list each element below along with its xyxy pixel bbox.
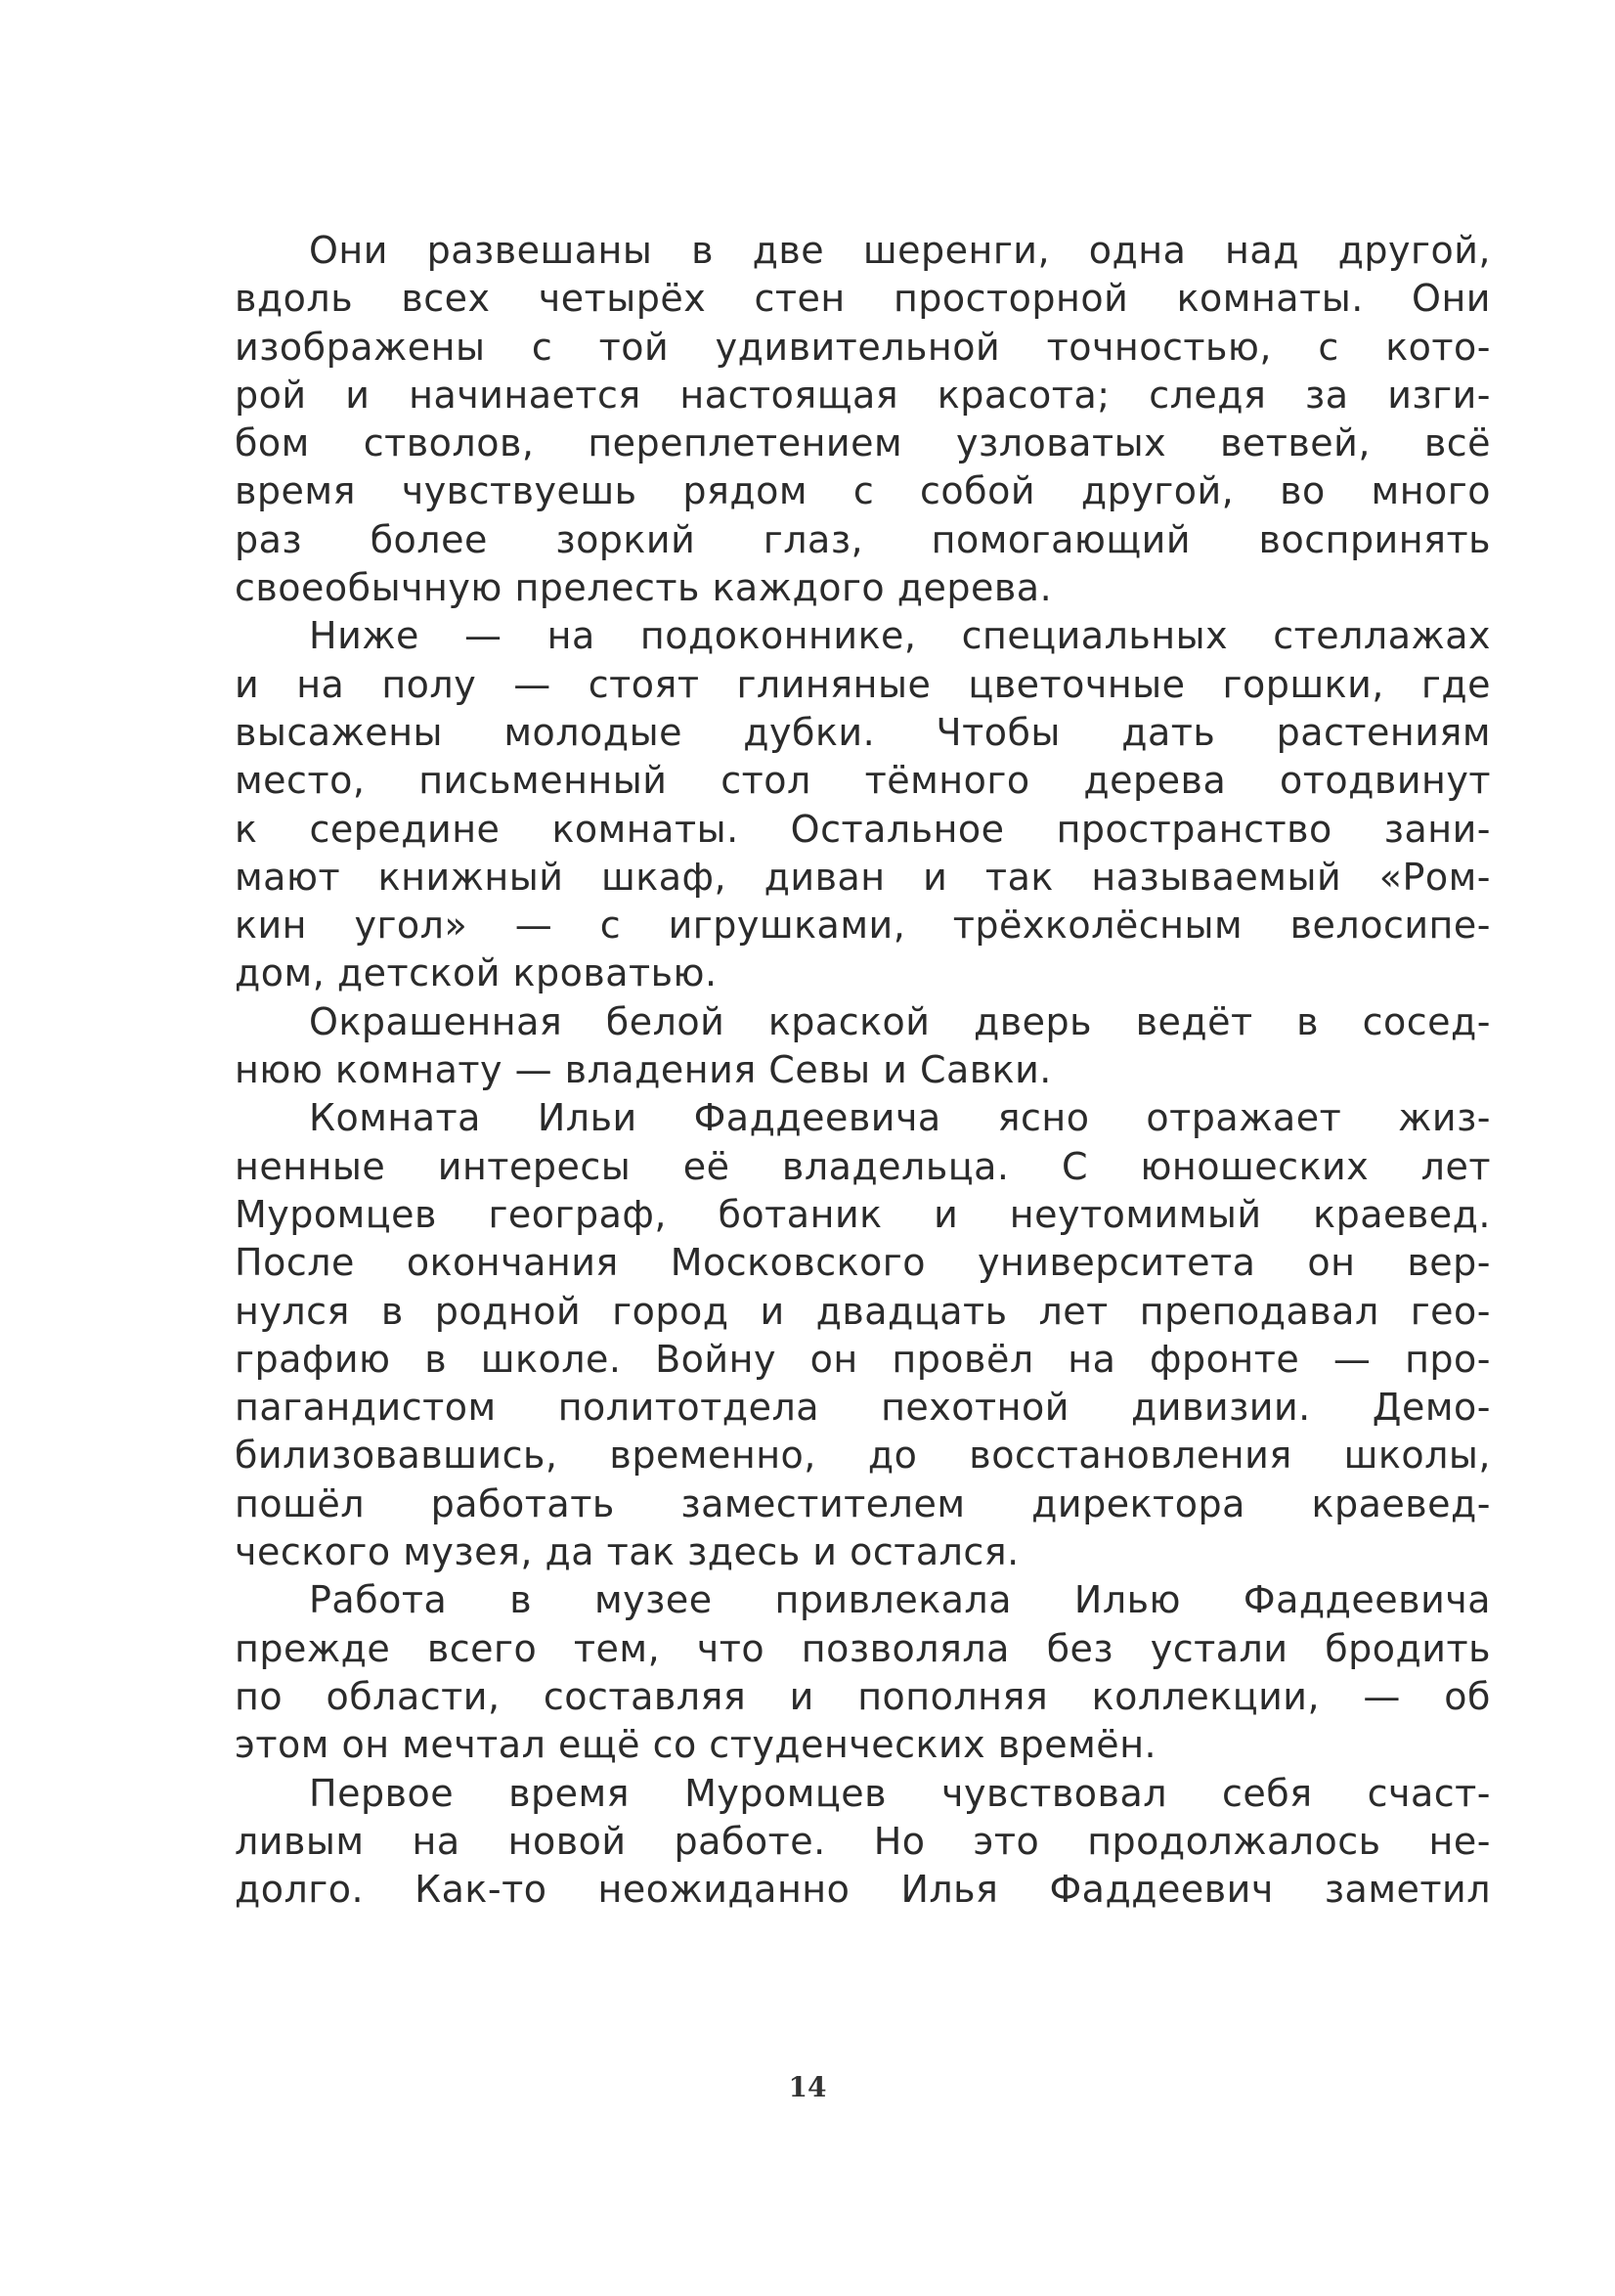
text-line: рой и начинается настоящая красота; следя за изги- [235, 373, 1491, 417]
text-line: Муромцев географ, ботаник и неутомимый краевед. [235, 1192, 1491, 1236]
text-line: и на полу — стоят глиняные цветочные горшки, где [235, 662, 1491, 706]
text-line: мают книжный шкаф, диван и так называемый «Ром- [235, 855, 1491, 899]
text-line: дом, детской кроватью. [235, 951, 718, 995]
text-line: изображены с той удивительной точностью, с кото- [235, 325, 1491, 369]
text-line: После окончания Московского университета он вер- [235, 1241, 1491, 1285]
body-text [235, 227, 1491, 1914]
text-line: по области, составляя и пополняя коллекции, — об [235, 1674, 1491, 1718]
text-line: место, письменный стол тёмного дерева отодвинут [235, 759, 1491, 803]
text-line: графию в школе. Войну он провёл на фронте — про- [235, 1337, 1491, 1381]
text-line: своеобычную прелесть каждого дерева. [235, 566, 1053, 610]
page-number: 14 [788, 2071, 827, 2103]
text-line: ненные интересы её владельца. С юношеских лет [235, 1144, 1491, 1188]
text-line: Первое время Муромцев чувствовал себя счаст- [309, 1771, 1491, 1815]
text-line: нулся в родной город и двадцать лет преподавал гео- [235, 1289, 1491, 1333]
text-line: долго. Как-то неожиданно Илья Фаддеевич заметил [235, 1868, 1491, 1912]
text-line: высажены молодые дубки. Чтобы дать растениям [235, 710, 1491, 754]
text-line: Они развешаны в две шеренги, одна над другой, [309, 229, 1491, 272]
text-line: ческого музея, да так здесь и остался. [235, 1530, 1020, 1574]
text-line: пагандистом политотдела пехотной дивизии. Демо- [235, 1386, 1491, 1430]
text-line: Окрашенная белой краской дверь ведёт в сосед- [309, 999, 1491, 1043]
text-line: этом он мечтал ещё со студенческих времён. [235, 1723, 1157, 1767]
text-line: нюю комнату — владения Севы и Савки. [235, 1048, 1052, 1092]
text-line: Ниже — на подоконнике, специальных стеллажах [309, 614, 1491, 658]
text-line: прежде всего тем, что позволяла без устали бродить [235, 1626, 1491, 1670]
text-line: кин угол» — с игрушками, трёхколёсным велосипе- [235, 904, 1491, 948]
text-line: к середине комнаты. Остальное пространство зани- [235, 807, 1491, 851]
text-line: пошёл работать заместителем директора краевед- [235, 1481, 1491, 1525]
text-line: время чувствуешь рядом с собой другой, во много [235, 469, 1491, 513]
text-line: Комната Ильи Фаддеевича ясно отражает жиз- [309, 1096, 1491, 1140]
text-line: раз более зоркий глаз, помогающий воспринять [235, 517, 1491, 561]
text-line: бом стволов, переплетением узловатых ветвей, всё [235, 421, 1491, 465]
text-line: ливым на новой работе. Но это продолжалось не- [235, 1819, 1491, 1863]
text-line: билизовавшись, временно, до восстановления школы, [235, 1434, 1491, 1478]
text-line: Работа в музее привлекала Илью Фаддеевича [309, 1578, 1491, 1622]
text-line: вдоль всех четырёх стен просторной комнаты. Они [235, 277, 1491, 321]
